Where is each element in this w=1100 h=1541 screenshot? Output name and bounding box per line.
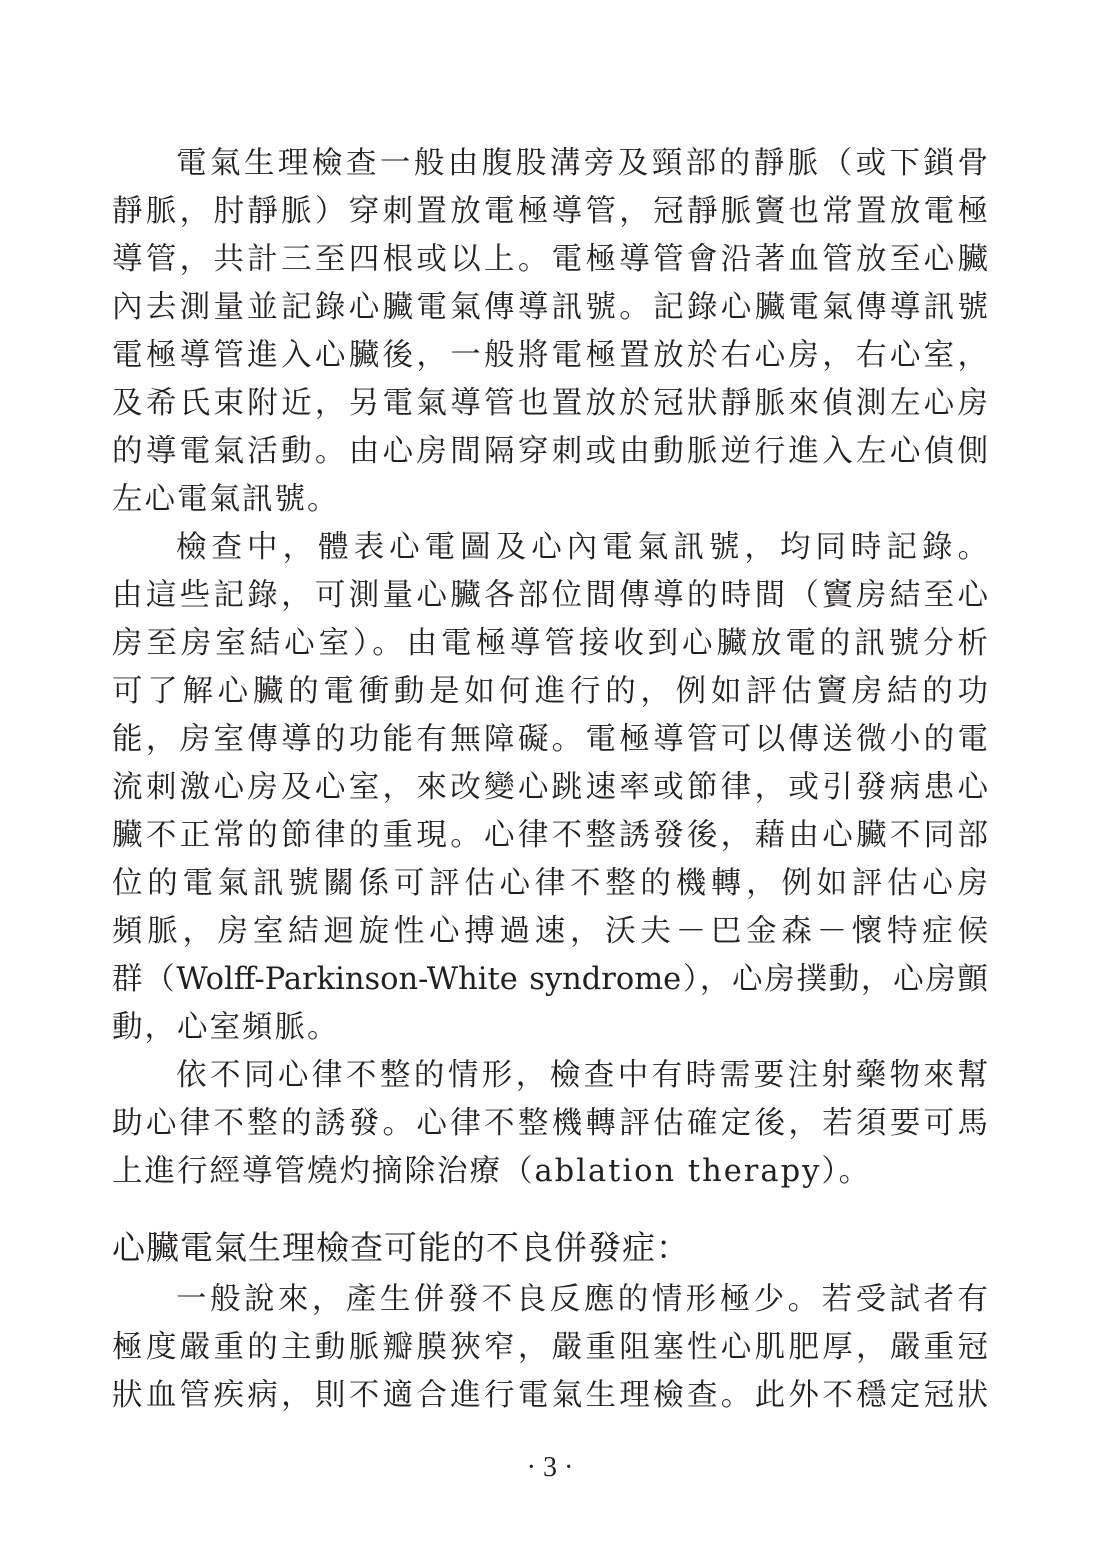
text-line: 及希氏束附近，另電氣導管也置放於冠狀靜脈來偵測左心房 (112, 386, 988, 421)
text-line: 臟不正常的節律的重現。心律不整誘發後，藉由心臟不同部 (112, 818, 988, 853)
text-line: 能，房室傳導的功能有無障礙。電極導管可以傳送微小的電 (112, 722, 988, 757)
text-line: 頻脈，房室結迴旋性心搏過速，沃夫－巴金森－懷特症候 (112, 914, 988, 949)
text-line: 左心電氣訊號。 (112, 482, 340, 517)
section-heading: 心臟電氣生理檢查可能的不良併發症： (112, 1228, 690, 1267)
text-line: 流刺激心房及心室，來改變心跳速率或節律，或引發病患心 (112, 770, 988, 805)
text-line: 狀血管疾病，則不適合進行電氣生理檢查。此外不穩定冠狀 (112, 1378, 988, 1413)
text-line: 助心律不整的誘發。心律不整機轉評估確定後，若須要可馬 (112, 1106, 988, 1141)
text-line: 靜脈，肘靜脈）穿刺置放電極導管，冠靜脈竇也常置放電極 (112, 194, 988, 229)
text-line: 動，心室頻脈。 (112, 1010, 340, 1045)
page-number: · 3 · (526, 1452, 574, 1483)
text-line: 可了解心臟的電衝動是如何進行的，例如評估竇房結的功 (112, 674, 988, 709)
text-line: 導管，共計三至四根或以上。電極導管會沿著血管放至心臟 (112, 242, 988, 277)
text-line: 檢查中，體表心電圖及心內電氣訊號，均同時記錄。 (176, 530, 988, 565)
text-line: 依不同心律不整的情形，檢查中有時需要注射藥物來幫 (176, 1058, 988, 1093)
text-line: 群（Wolff-Parkinson-White syndrome），心房撲動，心房顫 (112, 962, 988, 997)
text-line: 電氣生理檢查一般由腹股溝旁及頸部的靜脈（或下鎖骨 (176, 146, 988, 181)
text-line: 由這些記錄，可測量心臟各部位間傳導的時間（竇房結至心 (112, 578, 988, 613)
text-line: 一般說來，產生併發不良反應的情形極少。若受試者有 (176, 1282, 988, 1317)
text-line: 內去測量並記錄心臟電氣傳導訊號。記錄心臟電氣傳導訊號 (112, 290, 988, 325)
text-line: 上進行經導管燒灼摘除治療（ablation therapy）。 (112, 1154, 872, 1189)
text-line: 位的電氣訊號關係可評估心律不整的機轉，例如評估心房 (112, 866, 988, 901)
text-line: 極度嚴重的主動脈瓣膜狹窄，嚴重阻塞性心肌肥厚，嚴重冠 (112, 1330, 988, 1365)
text-line: 房至房室結心室）。由電極導管接收到心臟放電的訊號分析 (112, 626, 988, 661)
text-line: 電極導管進入心臟後，一般將電極置放於右心房，右心室， (112, 338, 988, 373)
text-line: 的導電氣活動。由心房間隔穿刺或由動脈逆行進入左心偵側 (112, 434, 988, 469)
